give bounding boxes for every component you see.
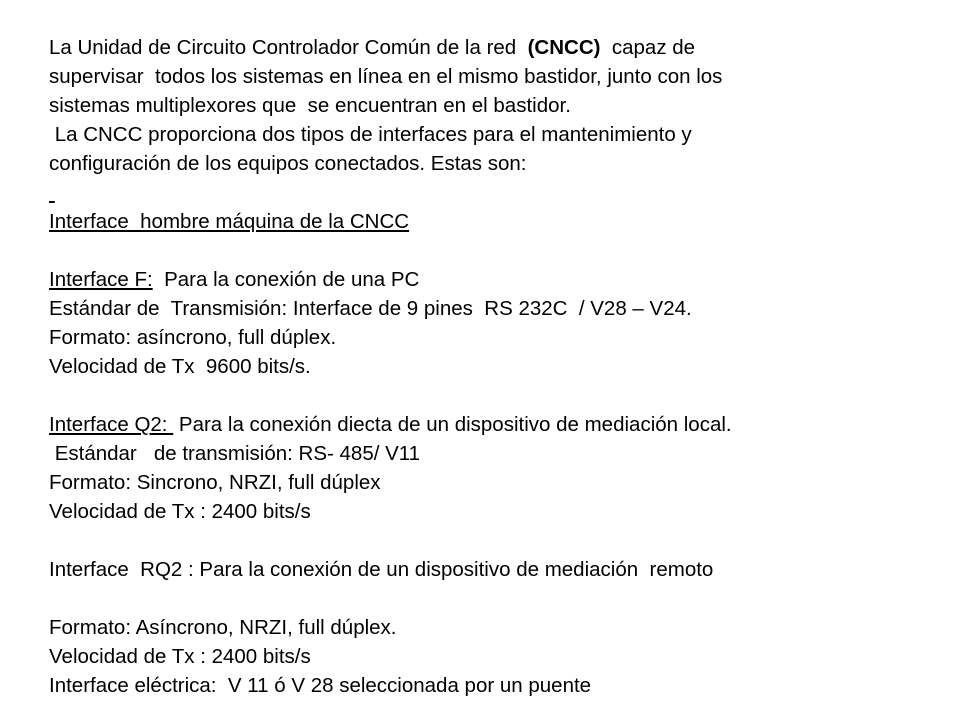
interface-rq2-format: Formato: Asíncrono, NRZI, full dúplex.: [49, 616, 397, 639]
intro-line-2: supervisar todos los sistemas en línea en el mismo bastidor, junto con los: [49, 65, 723, 88]
spacer: [49, 381, 929, 410]
slide-text-block: [49, 33, 929, 700]
interface-q2-label: Interface Q2:: [49, 413, 174, 436]
intro-line-1: La Unidad de Circuito Controlador Común de la red (CNCC) capaz de: [49, 36, 696, 59]
interface-rq2-title: Interface RQ2 : Para la conexión de un dispositivo de mediación remoto: [49, 558, 714, 581]
intro-line-3: sistemas multiplexores que se encuentran en el bastidor.: [49, 94, 571, 117]
interface-rq2-speed: Velocidad de Tx : 2400 bits/s: [49, 645, 311, 668]
interface-q2-format: Formato: Sincrono, NRZI, full dúplex: [49, 471, 381, 494]
interface-f-format: Formato: asíncrono, full dúplex.: [49, 326, 337, 349]
interface-f-title: Interface F: Para la conexión de una PC: [49, 268, 420, 291]
spacer: [49, 526, 929, 555]
intro-line-6: [49, 178, 929, 207]
interface-q2-speed: Velocidad de Tx : 2400 bits/s: [49, 500, 311, 523]
interface-f-label: Interface F:: [49, 268, 153, 291]
hmi-heading: Interface hombre máquina de la CNCC: [49, 210, 410, 233]
interface-q2-title: Interface Q2: Para la conexión diecta de un dispositivo de mediación local.: [49, 413, 732, 436]
interface-f-standard: Estándar de Transmisión: Interface de 9 pines RS 232C / V28 – V24.: [49, 297, 692, 320]
intro-line-5: configuración de los equipos conectados. Estas son:: [49, 152, 527, 175]
interface-f-speed: Velocidad de Tx 9600 bits/s.: [49, 355, 311, 378]
interface-rq2-electrical: Interface eléctrica: V 11 ó V 28 seleccionada por un puente: [49, 674, 592, 697]
cncc-acronym: (CNCC): [527, 36, 601, 59]
spacer: [49, 236, 929, 265]
intro-line-4: La CNCC proporciona dos tipos de interfaces para el mantenimiento y: [49, 123, 692, 146]
spacer: [49, 584, 929, 613]
interface-q2-standard: Estándar de transmisión: RS- 485/ V11: [49, 442, 421, 465]
